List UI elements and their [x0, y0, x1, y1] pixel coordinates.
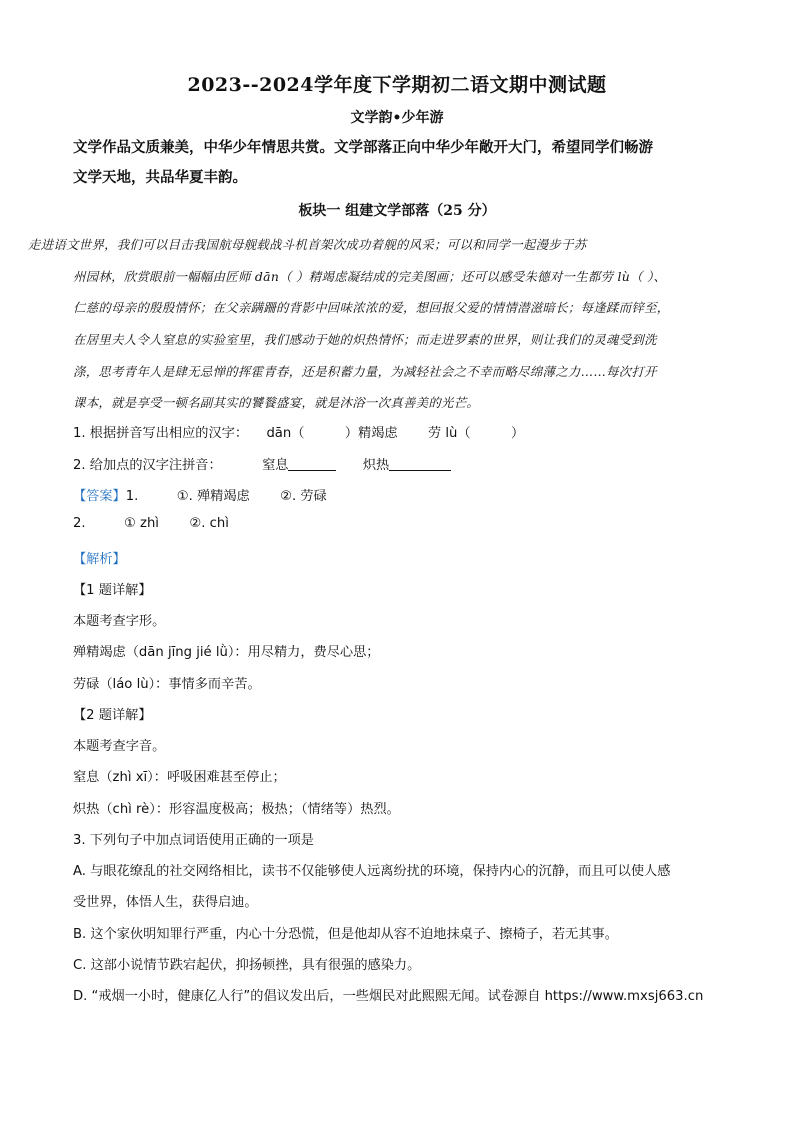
page-title: 2023--2024学年度下学期初二语文期中测试题 — [187, 74, 607, 96]
option-d: D. “戒烟一小时，健康亿人行”的倡议发出后，一些烟民对此熙熙无闻。试卷源自 https://www.mxsj663.cn — [73, 989, 704, 1004]
passage-line: 走进语文世界，我们可以目击我国航母舰载战斗机首架次成功着舰的风采；可以和同学一起漫步于苏 — [28, 237, 587, 252]
option-a-continued: 受世界，体悟人生，获得启迪。 — [73, 895, 258, 910]
question-2-text: 2. 给加点的汉字注拼音： — [73, 458, 222, 473]
analysis-label: 【解析】 — [73, 552, 126, 567]
passage-line: 涤，思考青年人是肆无忌惮的挥霍青春，还是积蓄力量，为减轻社会之不幸而略尽绵薄之力……每次打开 — [73, 364, 657, 379]
option-b: B. 这个家伙明知罪行严重，内心十分恐慌，但是他却从容不迫地抹桌子、擦椅子，若无其事。 — [73, 927, 618, 942]
page-subtitle: 文学韵•少年游 — [350, 110, 444, 126]
circled-number-1: ① — [124, 516, 136, 531]
question-3-stem: 3. 下列句子中加点词语使用正确的一项是 — [73, 833, 314, 848]
detail-2-line: 炽热（chì rè）：形容温度极高；极热；（情绪等）热烈。 — [73, 802, 400, 817]
passage-line: 课本，就是享受一顿名副其实的饕餮盛宴，就是沐浴一次真善美的光芒。 — [73, 395, 480, 410]
answer-text: 劳碌 — [300, 489, 327, 504]
intro-line-2: 文学天地，共品华夏丰韵。 — [73, 169, 247, 186]
answer-number: 1. — [125, 489, 139, 504]
question-2-word-a: 窒息 — [262, 458, 289, 473]
passage-line: 在居里夫人令人窒息的实验室里，我们感动于她的炽热情怀；而走进罗素的世界，则让我们的灵魂受到洗 — [73, 332, 657, 347]
answer-label: 【答案】 — [73, 489, 126, 504]
option-a: A. 与眼花缭乱的社交网络相比，读书不仅能够使人远离纷扰的环境，保持内心的沉静，而且可以使人感 — [73, 864, 671, 879]
question-1-part-a-prefix: dān（ — [266, 426, 305, 441]
question-2 — [73, 454, 451, 473]
answer-text: chì — [209, 516, 229, 531]
answer-blank[interactable] — [288, 456, 336, 471]
answer-row-2 — [73, 516, 229, 531]
detail-2-line: 窒息（zhì xī）：呼吸困难甚至停止； — [73, 770, 286, 785]
intro-line-1: 文学作品文质兼美，中华少年情思共赏。文学部落正向中华少年敞开大门，希望同学们畅游 — [73, 139, 653, 156]
passage-line: 仁慈的母亲的殷殷情怀；在父亲蹒跚的背影中回味浓浓的爱，想回报父爱的情情潜滋暗长；每逢蹂而锌至， — [73, 300, 670, 315]
question-2-word-b: 炽热 — [362, 458, 390, 473]
option-c: C. 这部小说情节跌宕起伏，抑扬顿挫，具有很强的感染力。 — [73, 958, 421, 973]
answer-number: 2. — [73, 516, 86, 531]
answer-blank[interactable] — [389, 456, 451, 471]
answer-text: 殚精竭虑 — [196, 489, 250, 504]
question-1-part-b-suffix: ） — [511, 426, 525, 441]
detail-2-label: 【2 题详解】 — [73, 708, 152, 723]
question-1 — [73, 422, 524, 441]
detail-1-line: 劳碌（láo lù）：事情多而辛苦。 — [73, 677, 261, 692]
question-1-part-a-suffix: ）精竭虑 — [344, 426, 398, 441]
question-1-part-b-prefix: 劳 lù（ — [428, 426, 471, 441]
question-1-text: 1. 根据拼音写出相应的汉字： — [73, 426, 249, 441]
circled-number-2: ②. — [189, 516, 206, 531]
detail-1-label: 【1 题详解】 — [73, 583, 152, 598]
circled-number-1: ①. — [176, 489, 193, 504]
detail-1-line: 本题考查字形。 — [73, 614, 166, 629]
answer-row-1 — [73, 485, 327, 504]
section-heading: 板块一 组建文学部落（25 分） — [298, 203, 496, 219]
answer-text: zhì — [140, 516, 159, 531]
circled-number-2: ②. — [280, 489, 297, 504]
detail-1-line: 殚精竭虑（dān jīng jié lǜ）：用尽精力，费尽心思； — [73, 645, 380, 660]
passage-line: 州园林，欣赏眼前一幅幅由匠师 dān（ ）精竭虑凝结成的完美图画；还可以感受朱德对一生都劳 lù（ ）、 — [73, 269, 667, 284]
detail-2-line: 本题考查字音。 — [73, 739, 166, 754]
